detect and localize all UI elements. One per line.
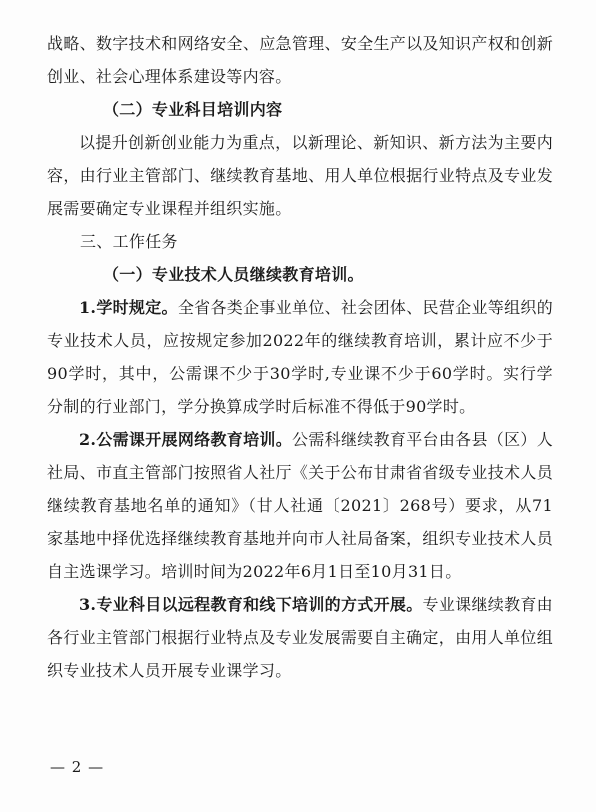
item-2-lead: 2.公需课开展网络教育培训。 <box>79 430 293 449</box>
document-body <box>47 27 553 687</box>
item-2-paragraph <box>47 423 553 588</box>
paragraph-professional-training: 以提升创新创业能力为重点，以新理论、新知识、新方法为主要内容，由行业主管部门、继续教育基地、用人单位根据行业特点及专业发展需要确定专业课程并组织实施。 <box>47 133 553 218</box>
item-1-lead: 1.学时规定。 <box>79 298 178 317</box>
section-heading-work-tasks: 三、工作任务 <box>80 232 178 251</box>
page-number: — 2 — <box>50 758 105 776</box>
item-3-text: 专业课继续教育由各行业主管部门根据行业特点及专业发展需要自主确定，由用人单位组织专业技术人员开展专业课学习。 <box>47 595 553 680</box>
subheading-continuing-education: （一）专业技术人员继续教育培训。 <box>103 265 364 284</box>
continuation-paragraph: 战略、数字技术和网络安全、应急管理、安全生产以及知识产权和创新创业、社会心理体系建设等内容。 <box>47 34 553 86</box>
subheading-professional-training: （二）专业科目培训内容 <box>103 100 283 119</box>
item-1-paragraph <box>47 291 553 423</box>
item-2-text: 公需科继续教育平台由各县（区）人社局、市直主管部门按照省人社厅《关于公布甘肃省省级专业技术人员继续教育基地名单的通知》（甘人社通〔2021〕268号）要求，从71家基地中择优选择继续教育基地并向市人社局备案，组织专业技术人员自主选课学习。培训时间为2022年6月1日至10月31日。 <box>47 430 553 581</box>
item-3-paragraph <box>47 588 553 687</box>
item-3-lead: 3.专业科目以远程教育和线下培训的方式开展。 <box>79 595 423 614</box>
item-1-text: 全省各类企事业单位、社会团体、民营企业等组织的专业技术人员，应按规定参加2022年的继续教育培训，累计应不少于90学时，其中，公需课不少于30学时,专业课不少于60学时。实行学分制的行业部门，学分换算成学时后标准不得低于90学时。 <box>47 298 553 416</box>
